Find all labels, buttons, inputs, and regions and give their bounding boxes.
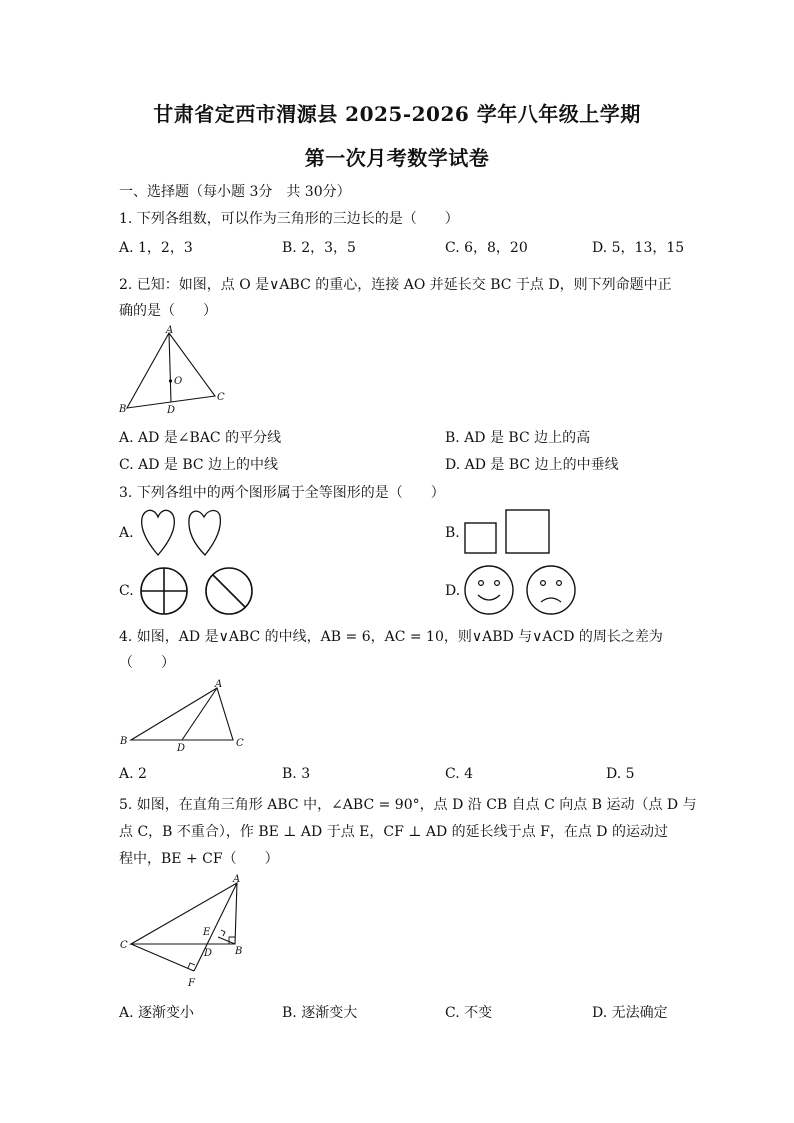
- q3-option-c[interactable]: C.: [119, 583, 134, 599]
- q4-option-d[interactable]: D. 5: [606, 766, 635, 782]
- q2-option-a[interactable]: A. AD 是∠BAC 的平分线: [119, 430, 282, 446]
- q2-stem-line2: 确的是（ ）: [119, 303, 217, 319]
- q5-option-c[interactable]: C. 不变: [445, 1005, 493, 1021]
- q1-option-d[interactable]: D. 5，13，15: [592, 240, 685, 256]
- q1-option-b[interactable]: B. 2，3，5: [282, 240, 356, 256]
- q4-triangle-figure: [119, 676, 249, 754]
- q2-label-o: O: [174, 376, 183, 387]
- q3-stem: 3. 下列各组中的两个图形属于全等图形的是（ ）: [119, 485, 445, 501]
- q4-label-d: D: [177, 743, 186, 754]
- q2-label-d: D: [167, 405, 176, 416]
- q4-option-a[interactable]: A. 2: [119, 766, 147, 782]
- q1-option-c[interactable]: C. 6，8，20: [445, 240, 528, 256]
- q5-stem-line1: 5. 如图，在直角三角形 ABC 中，∠ABC = 90°，点 D 沿 CB 自点 C 向点 B 运动（点 D 与: [119, 797, 697, 813]
- section-heading: 一、选择题（每小题 3分 共 30分）: [119, 184, 351, 200]
- q1-stem: 1. 下列各组数，可以作为三角形的三边长的是（ ）: [119, 211, 459, 227]
- q1-option-a[interactable]: A. 1，2，3: [119, 240, 193, 256]
- q3-option-b[interactable]: B.: [445, 525, 460, 541]
- q2-triangle-figure: [119, 325, 229, 420]
- exam-title-line2: 第一次月考数学试卷: [304, 146, 490, 170]
- q4-option-c[interactable]: C. 4: [445, 766, 474, 782]
- q5-option-a[interactable]: A. 逐渐变小: [119, 1005, 195, 1021]
- q5-label-e: E: [203, 927, 211, 938]
- q3-option-d-faces-figure: [462, 563, 580, 617]
- q4-label-c: C: [236, 738, 244, 749]
- q5-stem-line2: 点 C，B 不重合），作 BE ⊥ AD 于点 E，CF ⊥ AD 的延长线于点 F，在点 D 的运动过: [119, 824, 668, 840]
- q4-stem-line2: （ ）: [119, 655, 175, 671]
- q2-label-b: B: [119, 404, 127, 415]
- q5-label-f: F: [188, 978, 195, 989]
- exam-title-line1: 甘肃省定西市渭源县 2025-2026 学年八年级上学期: [153, 102, 641, 126]
- q3-option-c-circles-figure: [138, 565, 258, 617]
- q2-label-a: A: [166, 325, 174, 336]
- q4-stem-line1: 4. 如图，AD 是∨ABC 的中线，AB = 6，AC = 10，则∨ABD 与∨ACD 的周长之差为: [119, 629, 663, 645]
- q5-option-b[interactable]: B. 逐渐变大: [282, 1005, 358, 1021]
- q5-right-triangle-figure: [119, 873, 259, 991]
- q2-option-b[interactable]: B. AD 是 BC 边上的高: [445, 430, 591, 446]
- q3-option-d[interactable]: D.: [445, 583, 461, 599]
- q3-option-a[interactable]: A.: [119, 525, 134, 541]
- q3-option-b-squares-figure: [462, 507, 554, 555]
- q5-label-a: A: [233, 874, 241, 885]
- q2-option-d[interactable]: D. AD 是 BC 边上的中垂线: [445, 457, 619, 473]
- q2-label-c: C: [217, 392, 225, 403]
- q3-option-a-hearts-figure: [138, 505, 228, 559]
- q5-stem-line3: 程中，BE + CF（ ）: [119, 851, 279, 867]
- q4-option-b[interactable]: B. 3: [282, 766, 311, 782]
- q2-option-c[interactable]: C. AD 是 BC 边上的中线: [119, 457, 279, 473]
- q4-label-a: A: [215, 679, 223, 690]
- q2-stem-line1: 2. 已知：如图，点 O 是∨ABC 的重心，连接 AO 并延长交 BC 于点 D，则下列命题中正: [119, 277, 672, 293]
- q5-label-c: C: [120, 940, 128, 951]
- q5-label-d: D: [204, 948, 213, 959]
- q5-option-d[interactable]: D. 无法确定: [592, 1005, 668, 1021]
- q5-label-b: B: [235, 946, 243, 957]
- q4-label-b: B: [120, 736, 128, 747]
